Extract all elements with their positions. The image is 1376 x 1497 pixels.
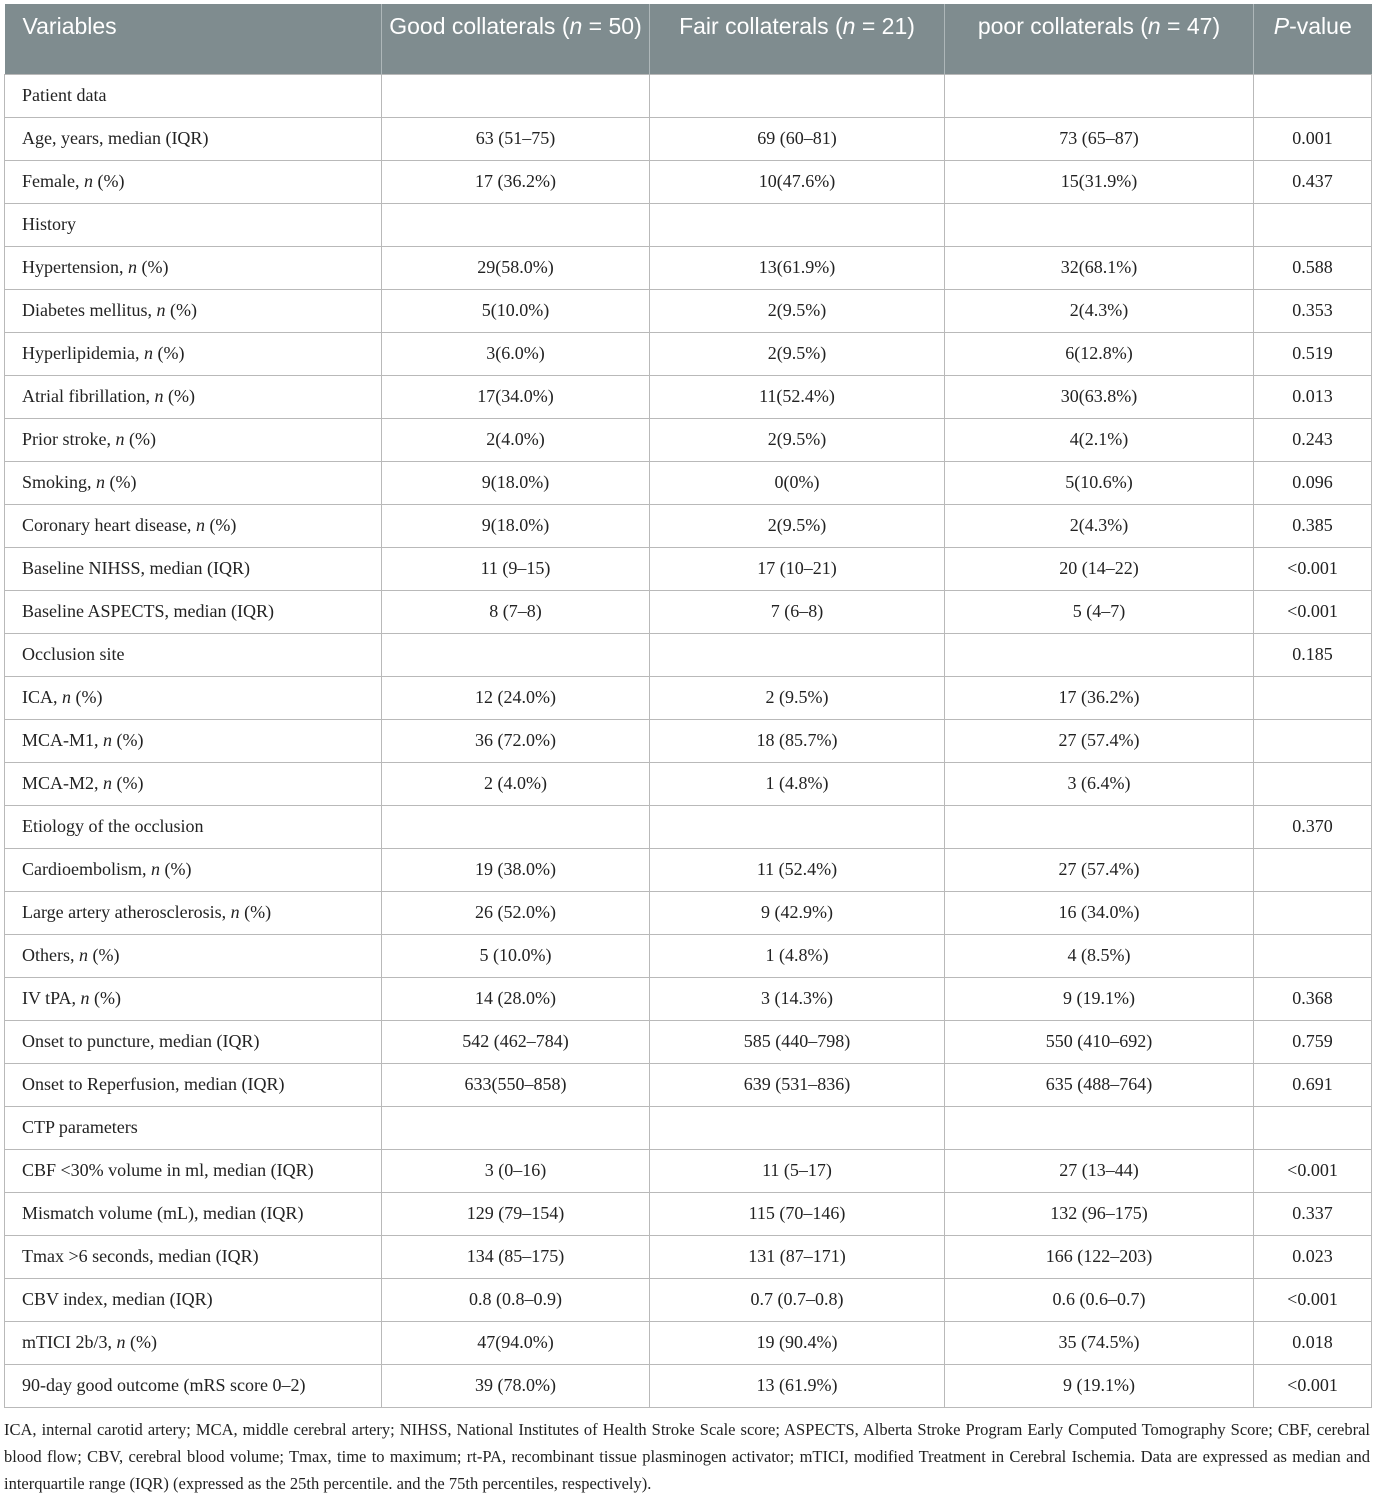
variable-text-part: n [195, 515, 205, 535]
variable-text-part: n [115, 429, 125, 449]
variable-text-part: Age, years, median (IQR) [22, 128, 209, 148]
variable-cell [5, 590, 382, 633]
header-text-part: Variables [22, 13, 117, 39]
fair-collaterals-cell [650, 74, 945, 117]
good-collaterals-cell [382, 74, 650, 117]
variable-text-part: n [96, 472, 106, 492]
variable-text-part: n [79, 945, 88, 965]
good-collaterals-cell: 2(4.0%) [382, 418, 650, 461]
table-header [5, 4, 1372, 74]
p-value-cell [1254, 719, 1372, 762]
p-value-cell: <0.001 [1254, 590, 1372, 633]
p-value-cell [1254, 848, 1372, 891]
good-collaterals-cell: 134 (85–175) [382, 1235, 650, 1278]
good-collaterals-cell: 47(94.0%) [382, 1321, 650, 1364]
table-row [5, 762, 1372, 805]
variable-cell [5, 762, 382, 805]
good-collaterals-cell: 5(10.0%) [382, 289, 650, 332]
variable-text-part: Others, [22, 945, 79, 965]
variable-text-part: (%) [112, 730, 144, 750]
poor-collaterals-cell: 9 (19.1%) [945, 977, 1254, 1020]
good-collaterals-cell: 9(18.0%) [382, 504, 650, 547]
fair-collaterals-cell: 2(9.5%) [650, 418, 945, 461]
fair-collaterals-cell: 1 (4.8%) [650, 934, 945, 977]
poor-collaterals-cell: 16 (34.0%) [945, 891, 1254, 934]
good-collaterals-cell: 129 (79–154) [382, 1192, 650, 1235]
poor-collaterals-cell: 9 (19.1%) [945, 1364, 1254, 1407]
variable-text-part: n [154, 386, 164, 406]
variable-cell [5, 633, 382, 676]
variable-text-part: (%) [165, 300, 197, 320]
variable-cell [5, 1020, 382, 1063]
variable-text-part: (%) [136, 257, 169, 277]
variable-text-part: Etiology of the occlusion [22, 816, 204, 836]
variable-cell [5, 160, 382, 203]
header-fair-collaterals [650, 4, 945, 74]
p-value-cell: 0.588 [1254, 246, 1372, 289]
variable-cell [5, 1106, 382, 1149]
table-body [5, 74, 1372, 1407]
poor-collaterals-cell: 32(68.1%) [945, 246, 1254, 289]
variable-text-part: n [156, 300, 166, 320]
variable-cell [5, 977, 382, 1020]
variable-cell [5, 676, 382, 719]
variable-cell [5, 375, 382, 418]
p-value-cell: 0.691 [1254, 1063, 1372, 1106]
variable-cell [5, 1063, 382, 1106]
fair-collaterals-cell: 11(52.4%) [650, 375, 945, 418]
table-row [5, 1278, 1372, 1321]
poor-collaterals-cell: 4 (8.5%) [945, 934, 1254, 977]
variable-text-part: n [103, 773, 113, 793]
baseline-characteristics-table [4, 4, 1372, 1408]
variable-cell [5, 418, 382, 461]
poor-collaterals-cell [945, 805, 1254, 848]
p-value-cell: 0.185 [1254, 633, 1372, 676]
variable-text-part: (%) [88, 945, 120, 965]
fair-collaterals-cell [650, 1106, 945, 1149]
poor-collaterals-cell: 27 (13–44) [945, 1149, 1254, 1192]
variable-text-part: Large artery atherosclerosis, [22, 902, 231, 922]
p-value-cell: 0.337 [1254, 1192, 1372, 1235]
fair-collaterals-cell: 13 (61.9%) [650, 1364, 945, 1407]
variable-text-part: Prior stroke, [22, 429, 116, 449]
table-row [5, 1235, 1372, 1278]
p-value-cell [1254, 934, 1372, 977]
fair-collaterals-cell: 7 (6–8) [650, 590, 945, 633]
variable-cell [5, 1278, 382, 1321]
fair-collaterals-cell: 1 (4.8%) [650, 762, 945, 805]
variable-cell [5, 1235, 382, 1278]
p-value-cell [1254, 891, 1372, 934]
table-row [5, 1321, 1372, 1364]
table-row [5, 160, 1372, 203]
fair-collaterals-cell: 11 (5–17) [650, 1149, 945, 1192]
fair-collaterals-cell: 3 (14.3%) [650, 977, 945, 1020]
variable-cell [5, 805, 382, 848]
p-value-cell [1254, 676, 1372, 719]
variable-text-part: Coronary heart disease, [22, 515, 196, 535]
variable-text-part: ICA, [22, 687, 62, 707]
header-text-part: P [1273, 13, 1290, 39]
variable-text-part: Onset to puncture, median (IQR) [22, 1031, 260, 1051]
table-page [4, 4, 1372, 1497]
header-text-part: = 21) [855, 13, 915, 39]
variable-text-part: 90-day good outcome (mRS score 0–2) [22, 1375, 306, 1395]
good-collaterals-cell [382, 203, 650, 246]
poor-collaterals-cell: 6(12.8%) [945, 332, 1254, 375]
variable-cell [5, 1192, 382, 1235]
header-text-part: -value [1289, 13, 1352, 39]
fair-collaterals-cell: 115 (70–146) [650, 1192, 945, 1235]
variable-cell [5, 1364, 382, 1407]
p-value-cell: 0.759 [1254, 1020, 1372, 1063]
variable-text-part: Onset to Reperfusion, median (IQR) [22, 1074, 285, 1094]
poor-collaterals-cell: 5 (4–7) [945, 590, 1254, 633]
table-row [5, 1364, 1372, 1407]
variable-text-part: MCA-M1, [22, 730, 104, 750]
table-row [5, 891, 1372, 934]
variable-text-part: n [80, 988, 90, 1008]
poor-collaterals-cell: 27 (57.4%) [945, 719, 1254, 762]
table-row [5, 590, 1372, 633]
poor-collaterals-cell: 20 (14–22) [945, 547, 1254, 590]
variable-cell [5, 332, 382, 375]
variable-cell [5, 891, 382, 934]
p-value-cell: <0.001 [1254, 1278, 1372, 1321]
table-row [5, 203, 1372, 246]
variable-text-part: (%) [92, 171, 125, 191]
variable-text-part: n [83, 171, 93, 191]
p-value-cell: 0.385 [1254, 504, 1372, 547]
variable-text-part: Female, [22, 171, 84, 191]
variable-text-part: (%) [204, 515, 237, 535]
variable-cell [5, 74, 382, 117]
variable-text-part: IV tPA, [22, 988, 81, 1008]
poor-collaterals-cell [945, 1106, 1254, 1149]
p-value-cell: <0.001 [1254, 1149, 1372, 1192]
variable-text-part: (%) [124, 429, 156, 449]
fair-collaterals-cell: 0(0%) [650, 461, 945, 504]
good-collaterals-cell: 633(550–858) [382, 1063, 650, 1106]
fair-collaterals-cell: 639 (531–836) [650, 1063, 945, 1106]
good-collaterals-cell: 3 (0–16) [382, 1149, 650, 1192]
p-value-cell: 0.023 [1254, 1235, 1372, 1278]
good-collaterals-cell: 17(34.0%) [382, 375, 650, 418]
poor-collaterals-cell: 2(4.3%) [945, 504, 1254, 547]
header-good-collaterals [382, 4, 650, 74]
table-row [5, 74, 1372, 117]
table-row [5, 117, 1372, 160]
variable-text-part: n [103, 730, 113, 750]
good-collaterals-cell: 26 (52.0%) [382, 891, 650, 934]
variable-text-part: Tmax >6 seconds, median (IQR) [22, 1246, 259, 1266]
poor-collaterals-cell: 0.6 (0.6–0.7) [945, 1278, 1254, 1321]
poor-collaterals-cell: 5(10.6%) [945, 461, 1254, 504]
good-collaterals-cell: 2 (4.0%) [382, 762, 650, 805]
variable-text-part: Hyperlipidemia, [22, 343, 144, 363]
p-value-cell: 0.353 [1254, 289, 1372, 332]
p-value-cell [1254, 1106, 1372, 1149]
table-row [5, 676, 1372, 719]
p-value-cell: 0.368 [1254, 977, 1372, 1020]
table-footnote: ICA, internal carotid artery; MCA, middle cerebral artery; NIHSS, National Institutes of Health Stroke Scale score; ASPECTS, Alberta Stroke Program Early Computed Tomography Score; CBF, cerebral blood flow; CBV, cerebral blood volume; Tmax, time to maximum; rt-PA, recombinant tissue plasminogen activator; mTICI, modified Treatment in Cerebral Ischemia. Data are expressed as median and interquartile range (IQR) (expressed as the 25th percentile. and the 75th percentiles, respectively). [4, 1419, 1370, 1493]
variable-text-part: n [151, 859, 160, 879]
poor-collaterals-cell: 4(2.1%) [945, 418, 1254, 461]
fair-collaterals-cell: 17 (10–21) [650, 547, 945, 590]
p-value-cell [1254, 203, 1372, 246]
variable-cell [5, 1321, 382, 1364]
variable-cell [5, 547, 382, 590]
variable-text-part: (%) [125, 1332, 157, 1352]
fair-collaterals-cell: 19 (90.4%) [650, 1321, 945, 1364]
fair-collaterals-cell [650, 203, 945, 246]
variable-cell [5, 934, 382, 977]
poor-collaterals-cell: 17 (36.2%) [945, 676, 1254, 719]
p-value-cell: <0.001 [1254, 547, 1372, 590]
table-row [5, 1063, 1372, 1106]
p-value-cell: 0.437 [1254, 160, 1372, 203]
table-row [5, 1106, 1372, 1149]
good-collaterals-cell: 5 (10.0%) [382, 934, 650, 977]
fair-collaterals-cell: 11 (52.4%) [650, 848, 945, 891]
variable-cell [5, 719, 382, 762]
table-row [5, 504, 1372, 547]
variable-cell [5, 117, 382, 160]
variable-text-part: Patient data [22, 85, 107, 105]
good-collaterals-cell: 17 (36.2%) [382, 160, 650, 203]
header-text-part: Fair collaterals ( [679, 13, 843, 39]
variable-text-part: CBF <30% volume in ml, median (IQR) [22, 1160, 314, 1180]
p-value-cell [1254, 762, 1372, 805]
table-row [5, 805, 1372, 848]
variable-text-part: (%) [71, 687, 103, 707]
p-value-cell: 0.096 [1254, 461, 1372, 504]
header-text-part: n [842, 13, 856, 39]
table-row [5, 1149, 1372, 1192]
fair-collaterals-cell: 585 (440–798) [650, 1020, 945, 1063]
table-row [5, 934, 1372, 977]
fair-collaterals-cell: 18 (85.7%) [650, 719, 945, 762]
variable-text-part: Hypertension, [22, 257, 128, 277]
variable-text-part: Diabetes mellitus, [22, 300, 157, 320]
table-row [5, 1192, 1372, 1235]
variable-cell [5, 848, 382, 891]
variable-cell [5, 461, 382, 504]
table-row [5, 332, 1372, 375]
good-collaterals-cell: 11 (9–15) [382, 547, 650, 590]
header-text-part: = 47) [1160, 13, 1221, 39]
variable-text-part: CBV index, median (IQR) [22, 1289, 213, 1309]
poor-collaterals-cell: 15(31.9%) [945, 160, 1254, 203]
variable-text-part: Occlusion site [22, 644, 125, 664]
fair-collaterals-cell: 2(9.5%) [650, 332, 945, 375]
variable-cell [5, 203, 382, 246]
poor-collaterals-cell: 73 (65–87) [945, 117, 1254, 160]
good-collaterals-cell: 39 (78.0%) [382, 1364, 650, 1407]
variable-text-part: (%) [160, 859, 192, 879]
variable-text-part: n [143, 343, 153, 363]
good-collaterals-cell: 0.8 (0.8–0.9) [382, 1278, 650, 1321]
fair-collaterals-cell [650, 633, 945, 676]
fair-collaterals-cell: 0.7 (0.7–0.8) [650, 1278, 945, 1321]
good-collaterals-cell: 542 (462–784) [382, 1020, 650, 1063]
fair-collaterals-cell [650, 805, 945, 848]
fair-collaterals-cell: 13(61.9%) [650, 246, 945, 289]
table-row [5, 848, 1372, 891]
variable-text-part: MCA-M2, [22, 773, 104, 793]
good-collaterals-cell: 9(18.0%) [382, 461, 650, 504]
fair-collaterals-cell: 2 (9.5%) [650, 676, 945, 719]
p-value-cell: 0.013 [1254, 375, 1372, 418]
p-value-cell: 0.018 [1254, 1321, 1372, 1364]
variable-text-part: CTP parameters [22, 1117, 138, 1137]
header-poor-collaterals [945, 4, 1254, 74]
poor-collaterals-cell: 132 (96–175) [945, 1192, 1254, 1235]
variable-text-part: Baseline ASPECTS, median (IQR) [22, 601, 274, 621]
table-row [5, 246, 1372, 289]
variable-cell [5, 246, 382, 289]
poor-collaterals-cell: 30(63.8%) [945, 375, 1254, 418]
table-row [5, 1020, 1372, 1063]
fair-collaterals-cell: 2(9.5%) [650, 289, 945, 332]
good-collaterals-cell [382, 633, 650, 676]
good-collaterals-cell [382, 1106, 650, 1149]
header-text-part: n [1147, 13, 1161, 39]
poor-collaterals-cell: 166 (122–203) [945, 1235, 1254, 1278]
fair-collaterals-cell: 2(9.5%) [650, 504, 945, 547]
p-value-cell: 0.001 [1254, 117, 1372, 160]
good-collaterals-cell: 3(6.0%) [382, 332, 650, 375]
fair-collaterals-cell: 10(47.6%) [650, 160, 945, 203]
good-collaterals-cell: 36 (72.0%) [382, 719, 650, 762]
p-value-cell: 0.370 [1254, 805, 1372, 848]
variable-text-part: (%) [89, 988, 122, 1008]
header-p-value [1254, 4, 1372, 74]
variable-text-part: (%) [105, 472, 137, 492]
poor-collaterals-cell: 27 (57.4%) [945, 848, 1254, 891]
poor-collaterals-cell [945, 74, 1254, 117]
poor-collaterals-cell: 3 (6.4%) [945, 762, 1254, 805]
variable-text-part: n [62, 687, 71, 707]
header-text-part: = 50) [582, 13, 642, 39]
variable-text-part: n [230, 902, 240, 922]
good-collaterals-cell: 19 (38.0%) [382, 848, 650, 891]
table-row [5, 719, 1372, 762]
variable-text-part: n [127, 257, 137, 277]
fair-collaterals-cell: 9 (42.9%) [650, 891, 945, 934]
poor-collaterals-cell: 635 (488–764) [945, 1063, 1254, 1106]
p-value-cell: <0.001 [1254, 1364, 1372, 1407]
table-row [5, 633, 1372, 676]
variable-text-part: Atrial fibrillation, [22, 386, 155, 406]
header-row [5, 4, 1372, 74]
fair-collaterals-cell: 69 (60–81) [650, 117, 945, 160]
variable-text-part: Cardioembolism, [22, 859, 151, 879]
table-row [5, 418, 1372, 461]
variable-cell [5, 1149, 382, 1192]
p-value-cell: 0.519 [1254, 332, 1372, 375]
table-row [5, 547, 1372, 590]
header-text-part: Good collaterals ( [389, 13, 570, 39]
good-collaterals-cell: 29(58.0%) [382, 246, 650, 289]
poor-collaterals-cell [945, 203, 1254, 246]
variable-cell [5, 504, 382, 547]
variable-text-part: Baseline NIHSS, median (IQR) [22, 558, 250, 578]
table-row [5, 289, 1372, 332]
variable-text-part: History [22, 214, 76, 234]
variable-cell [5, 289, 382, 332]
variable-text-part: (%) [239, 902, 272, 922]
poor-collaterals-cell: 2(4.3%) [945, 289, 1254, 332]
good-collaterals-cell [382, 805, 650, 848]
variable-text-part: (%) [163, 386, 195, 406]
variable-text-part: mTICI 2b/3, [22, 1332, 117, 1352]
p-value-cell [1254, 74, 1372, 117]
variable-text-part: Smoking, [22, 472, 97, 492]
poor-collaterals-cell: 35 (74.5%) [945, 1321, 1254, 1364]
header-variables [5, 4, 382, 74]
good-collaterals-cell: 63 (51–75) [382, 117, 650, 160]
good-collaterals-cell: 14 (28.0%) [382, 977, 650, 1020]
variable-text-part: (%) [152, 343, 185, 363]
poor-collaterals-cell [945, 633, 1254, 676]
p-value-cell: 0.243 [1254, 418, 1372, 461]
header-text-part: poor collaterals ( [977, 13, 1148, 39]
good-collaterals-cell: 12 (24.0%) [382, 676, 650, 719]
table-row [5, 461, 1372, 504]
table-row [5, 977, 1372, 1020]
variable-text-part: Mismatch volume (mL), median (IQR) [22, 1203, 304, 1223]
good-collaterals-cell: 8 (7–8) [382, 590, 650, 633]
header-text-part: n [569, 13, 583, 39]
table-row [5, 375, 1372, 418]
poor-collaterals-cell: 550 (410–692) [945, 1020, 1254, 1063]
fair-collaterals-cell: 131 (87–171) [650, 1235, 945, 1278]
variable-text-part: (%) [112, 773, 144, 793]
variable-text-part: n [116, 1332, 126, 1352]
